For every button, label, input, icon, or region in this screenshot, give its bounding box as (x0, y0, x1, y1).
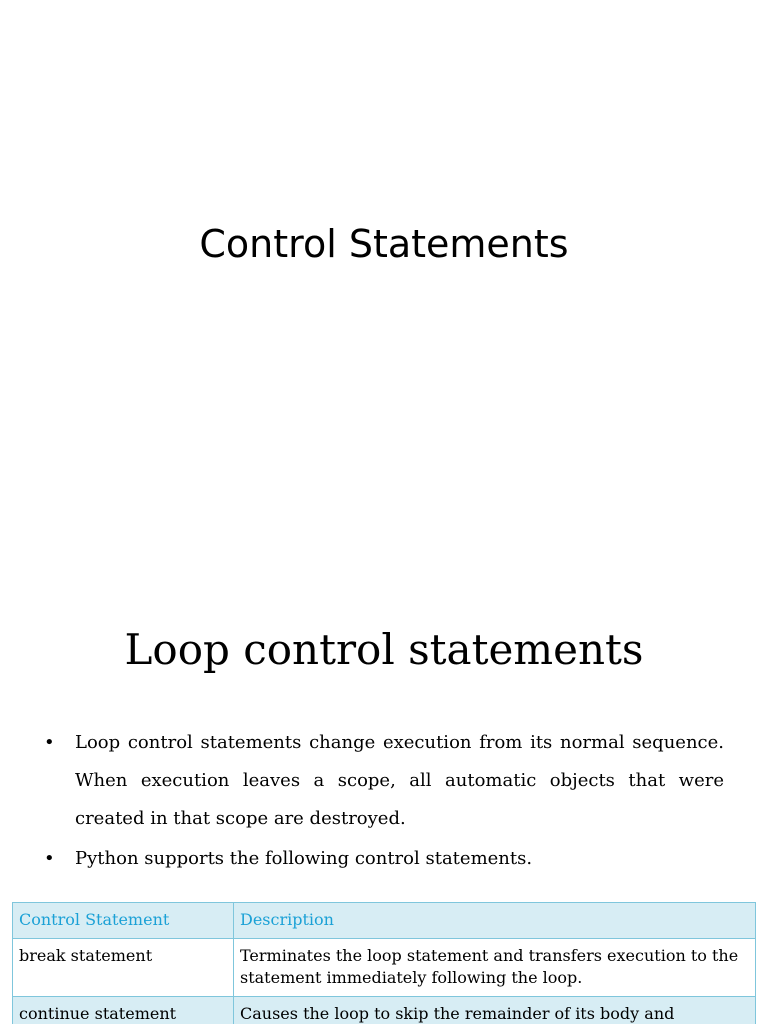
table-header-row (13, 903, 756, 939)
bullet-item (44, 840, 724, 878)
bullet-item (44, 724, 724, 838)
control-statements-table (12, 902, 756, 1024)
table-header-cell: Description (234, 903, 756, 939)
slide-title: Control Statements (199, 222, 569, 266)
bullet-icon: • (44, 848, 55, 869)
table-cell: continue statement (13, 997, 234, 1024)
table-row (13, 939, 756, 997)
bullet-list (44, 724, 724, 878)
table-row (13, 997, 756, 1024)
bullet-text: Loop control statements change execution from its normal sequence. When execution leaves a scope, all automatic objects that were created in that scope are destroyed. (75, 732, 724, 829)
slide-title: Loop control statements (124, 625, 644, 674)
slide-loop-control-statements (0, 576, 768, 1024)
bullet-text: Python supports the following control statements. (75, 848, 533, 869)
table-header-cell: Control Statement (13, 903, 234, 939)
table-cell: break statement (13, 939, 234, 997)
bullet-icon: • (44, 732, 55, 753)
table-cell: Terminates the loop statement and transfers execution to the statement immediately following the loop. (234, 939, 756, 997)
table-cell: Causes the loop to skip the remainder of its body and (234, 997, 756, 1024)
